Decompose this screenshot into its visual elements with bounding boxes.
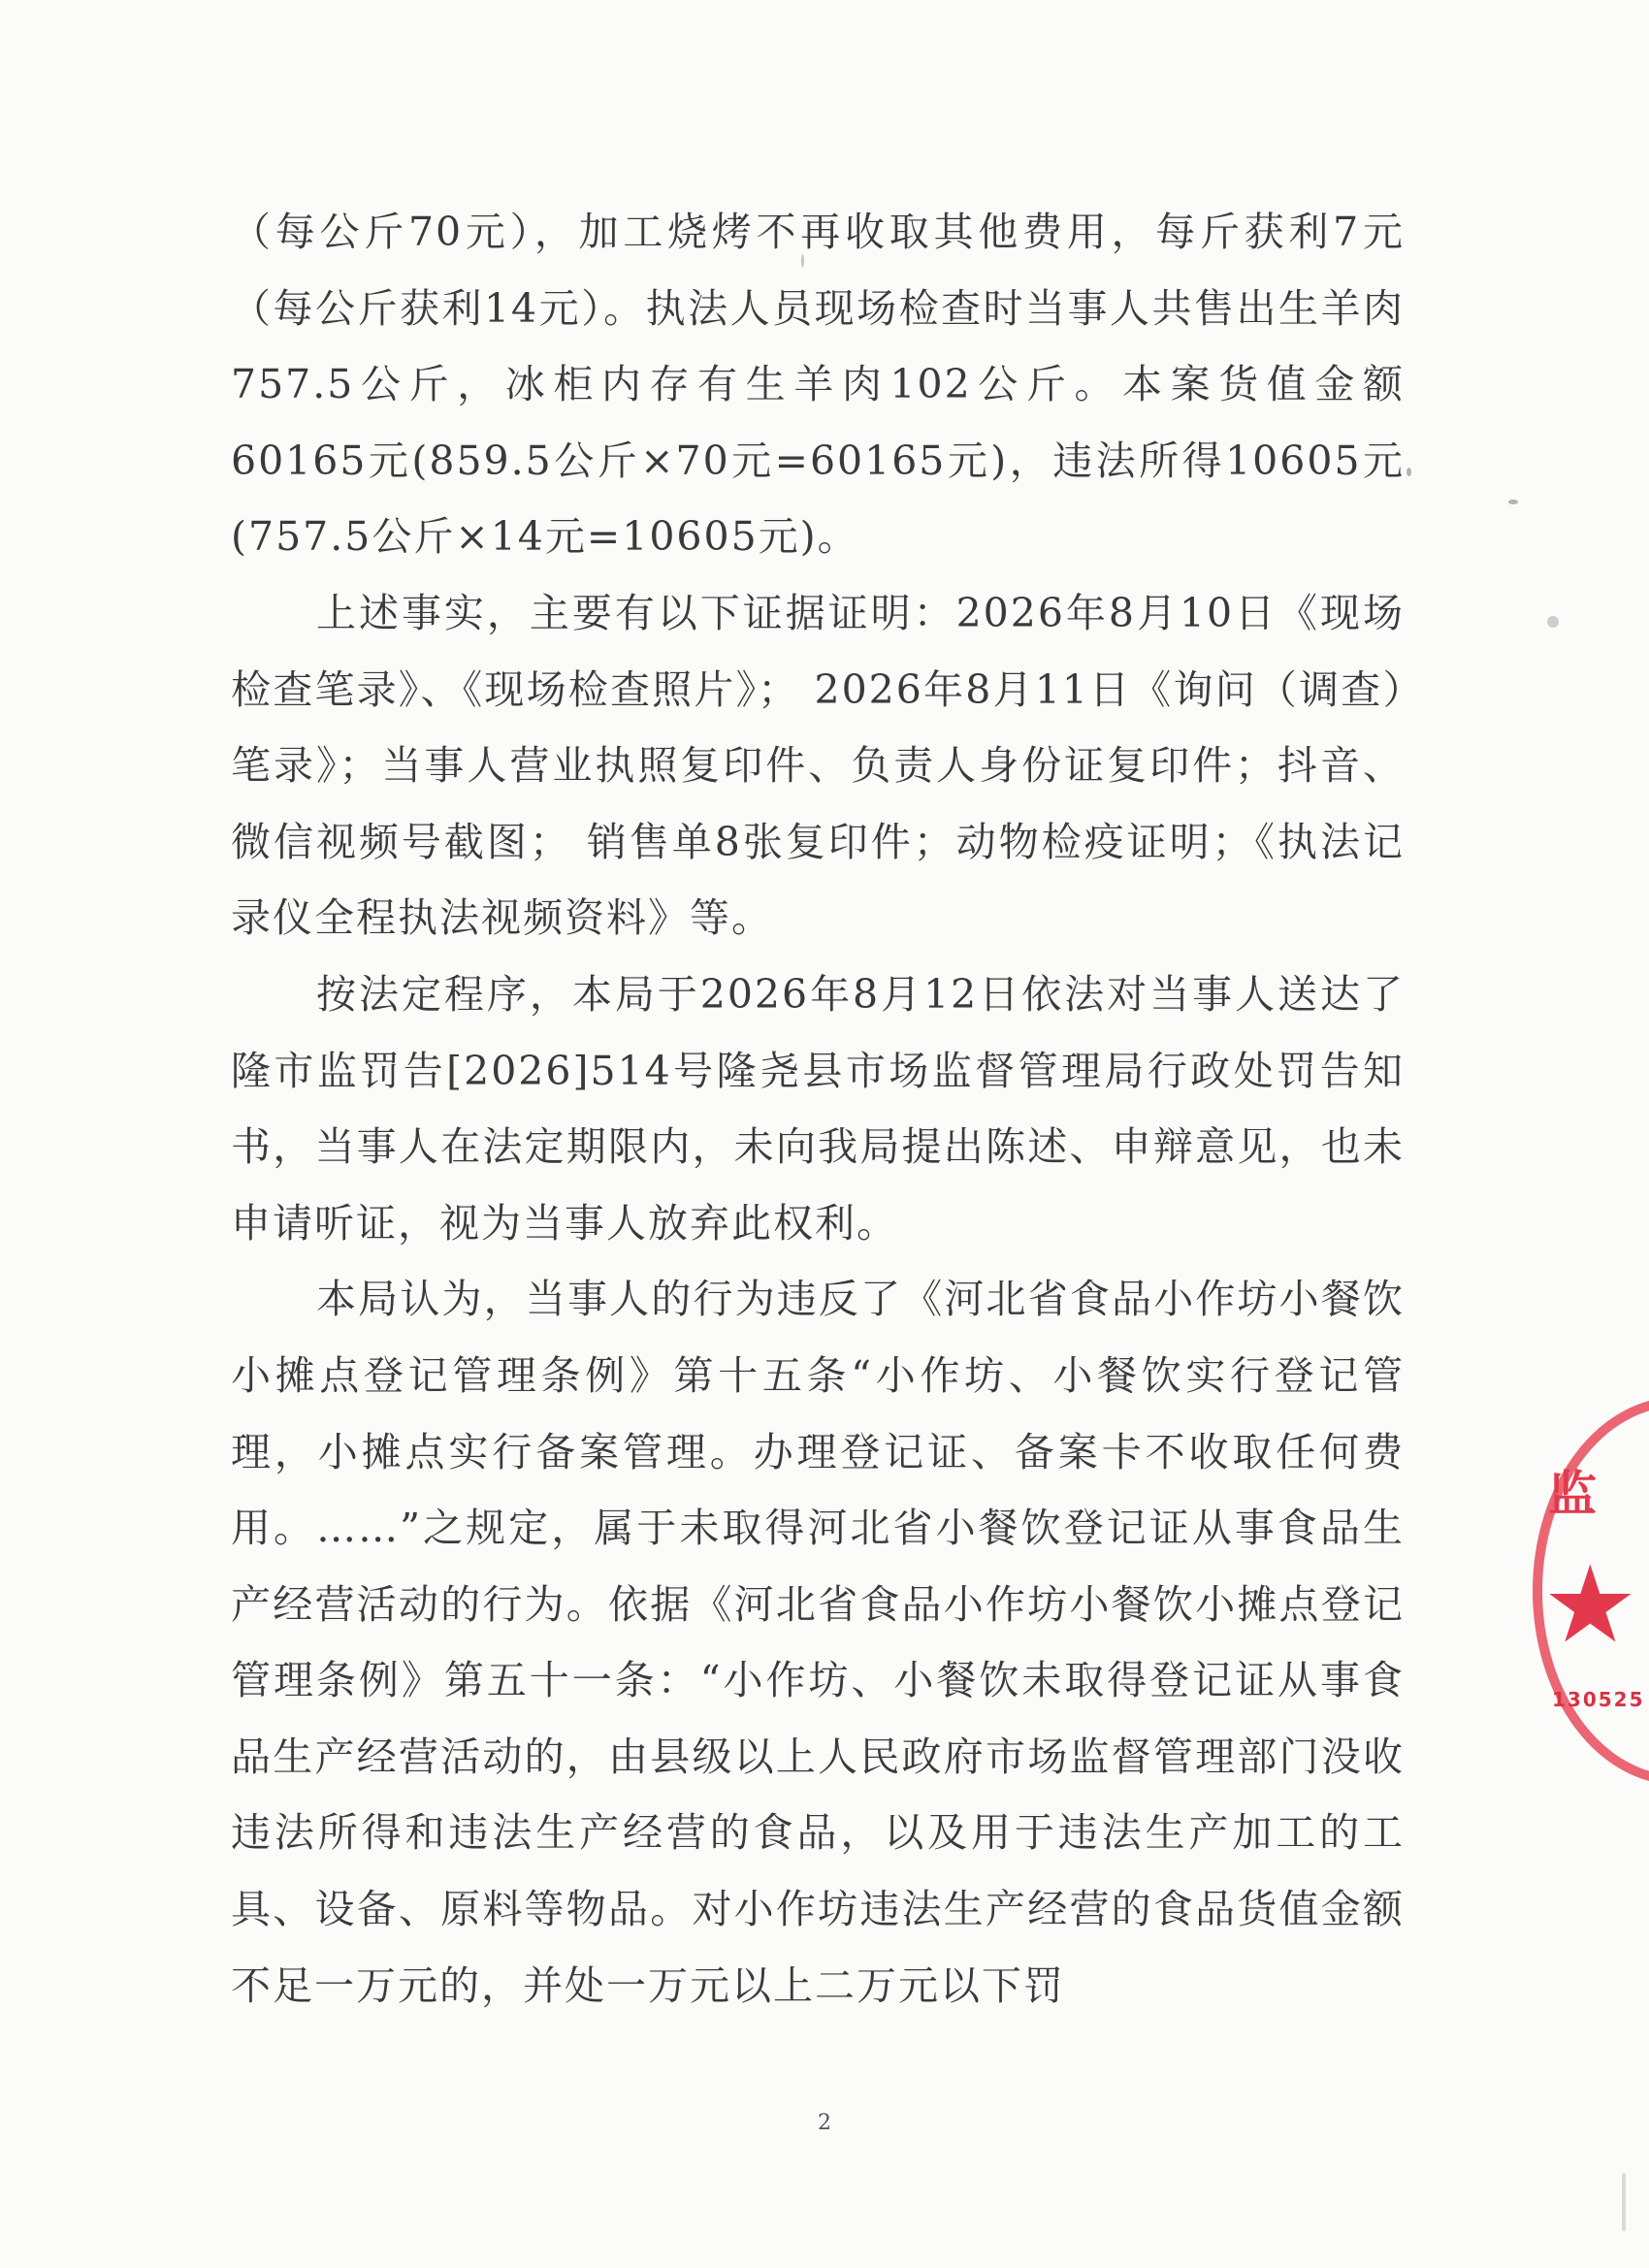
scan-speck [1406, 468, 1411, 476]
document-body [231, 194, 1405, 2024]
official-seal [1513, 1397, 1649, 1785]
scan-speck [1622, 2173, 1626, 2231]
seal-star-icon: ★ [1542, 1546, 1638, 1665]
scan-speck [801, 254, 804, 268]
paragraph-legal-basis: 本局认为，当事人的行为违反了《河北省食品小作坊小餐饮小摊点登记管理条例》第十五条“小作坊、小餐饮实行登记管理，小摊点实行备案管理。办理登记证、备案卡不收取任何费用。……”之规定，属于未取得河北省小餐饮登记证从事食品生产经营活动的行为。依据《河北省食品小作坊小餐饮小摊点登记管理条例》第五十一条：“小作坊、小餐饮未取得登记证从事食品生产经营活动的，由县级以上人民政府市场监督管理部门没收违法所得和违法生产经营的食品，以及用于违法生产加工的工具、设备、原料等物品。对小作坊违法生产经营的食品货值金额不足一万元的，并处一万元以上二万元以下罚 [231, 1276, 1405, 2009]
page-number: 2 [818, 2111, 831, 2135]
seal-code: 130525 [1552, 1688, 1645, 1711]
seal-text: 监 [1548, 1466, 1597, 1522]
scan-speck [1508, 500, 1518, 504]
paragraph-evidence: 上述事实，主要有以下证据证明：2026年8月10日《现场检查笔录》、《现场检查照片》； 2026年8月11日《询问（调查）笔录》；当事人营业执照复印件、负责人身份证复印件；抖音、微信视频号截图； 销售单8张复印件；动物检疫证明；《执法记录仪全程执法视频资料》等。 [231, 589, 1405, 942]
paragraph-procedure: 按法定程序，本局于2026年8月12日依法对当事人送达了隆市监罚告[2026]514号隆尧县市场监督管理局行政处罚告知书，当事人在法定期限内，未向我局提出陈述、申辩意见，也未申请听证，视为当事人放弃此权利。 [231, 970, 1405, 1247]
paragraph-case-value: （每公斤70元），加工烧烤不再收取其他费用，每斤获利7元（每公斤获利14元）。执法人员现场检查时当事人共售出生羊肉757.5公斤，冰柜内存有生羊肉102公斤。本案货值金额60165元(859.5公斤×70元=60165元)，违法所得10605元(757.5公斤×14元=10605元)。 [231, 209, 1405, 561]
scan-speck [1547, 616, 1559, 628]
